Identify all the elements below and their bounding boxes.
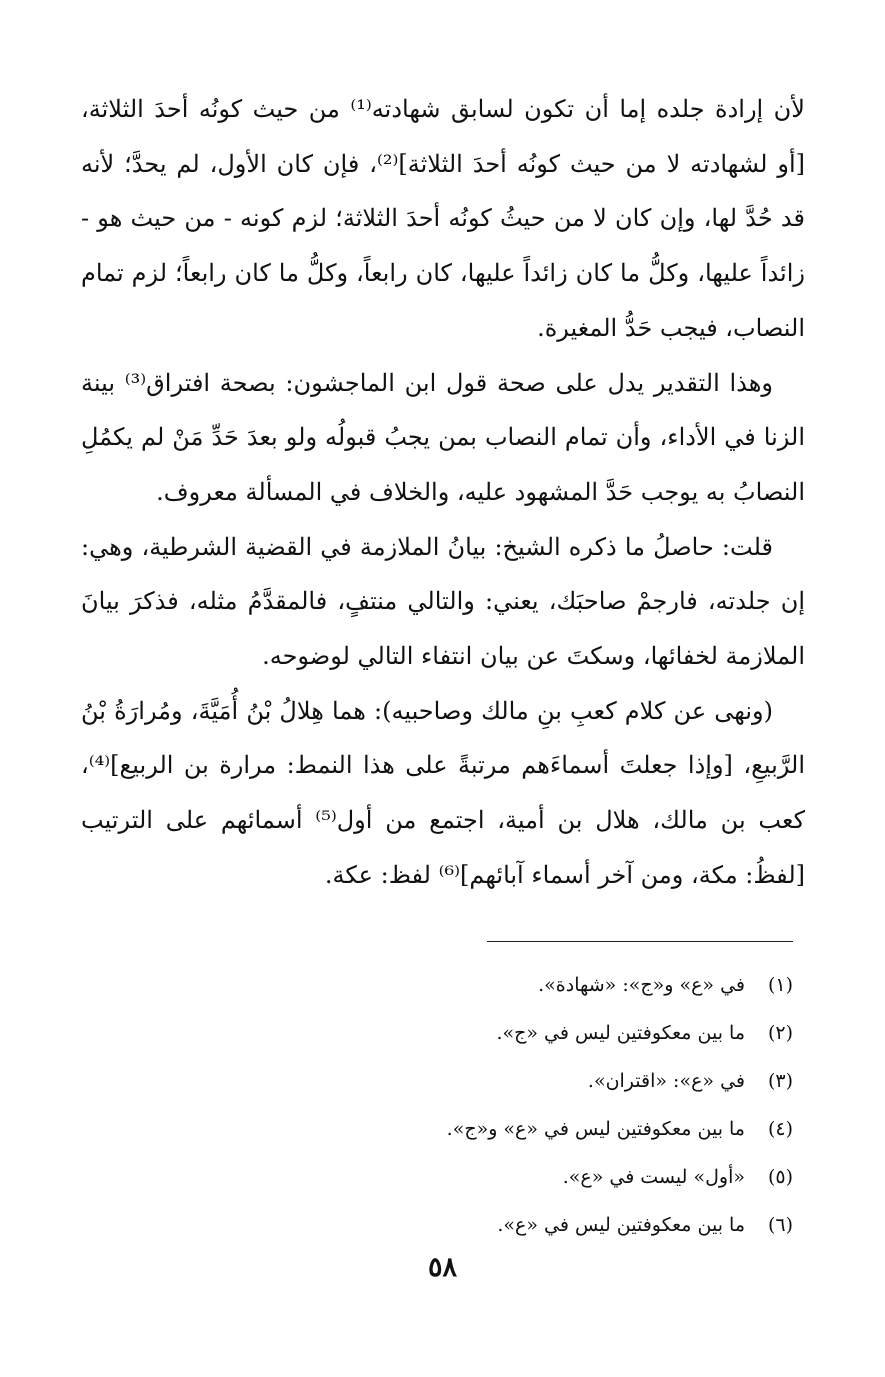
- footnote-item: [193, 1009, 793, 1057]
- footnotes-list: [193, 961, 793, 1249]
- footnote-number: (٦): [767, 1214, 793, 1236]
- paragraph-3: قلت: حاصلُ ما ذكره الشيخ: بيانُ الملازمة في القضية الشرطية، وهي: إن جلدته، فارجمْ صاحبَك، يعني: والتالي منتفٍ، فالمقدَّمُ مثله، فذكرَ بيانَ الملازمة لخفائها، وسكتَ عن بيان انتفاء التالي لوضوحه.: [81, 532, 805, 671]
- footnote-number: (٢): [767, 1022, 793, 1044]
- paragraph-4: (ونهى عن كلام كعبِ بنِ مالك وصاحبيه): هما هِلالُ بْنُ أُمَيَّةَ، ومُرارَةُ بْنُ الرَّبيعِ، [وإذا جعلتَ أسماءَهم مرتبةً على هذا النمط: مرارة بن الربيع]⁽⁴⁾، كعب بن مالك، هلال بن أمية، اجتمع من أول⁽⁵⁾ أسمائهم على الترتيب [لفظُ: مكة، ومن آخر أسماء آبائهم]⁽⁶⁾ لفظ: عكة.: [81, 696, 805, 889]
- footnote-number: (٤): [767, 1118, 793, 1140]
- footnote-text: في «ع» و«ج»: «شهادة».: [538, 974, 745, 996]
- footnote-item: [193, 1201, 793, 1249]
- paragraph-1: لأن إرادة جلده إما أن تكون لسابق شهادته⁽¹⁾ من حيث كونُه أحدَ الثلاثة، [أو لشهادته لا من حيث كونُه أحدَ الثلاثة]⁽²⁾، فإن كان الأول، لم يحدَّ؛ لأنه قد حُدَّ لها، وإن كان لا من حيثُ كونُه أحدَ الثلاثة؛ لزم كونه - من حيث هو - زائداً عليها، وكلُّ ما كان زائداً عليها، كان رابعاً، وكلُّ ما كان رابعاً؛ لزم تمام النصاب، فيجب حَدُّ المغيرة.: [81, 95, 806, 342]
- footnote-item: [193, 1153, 793, 1201]
- footnote-number: (٥): [767, 1166, 793, 1188]
- footnote-text: ما بين معكوفتين ليس في «ع» و«ج».: [446, 1118, 745, 1140]
- footnote-item: [193, 961, 793, 1009]
- footnote-separator: [487, 941, 793, 942]
- footnote-text: في «ع»: «اقتران».: [587, 1070, 745, 1092]
- paragraph-2: وهذا التقدير يدل على صحة قول ابن الماجشون: بصحة افتراق⁽³⁾ بينة الزنا في الأداء، وأن تمام النصاب بمن يجبُ قبولُه ولو بعدَ حَدِّ مَنْ لم يكمُلِ النصابُ به يوجب حَدَّ المشهود عليه، والخلاف في المسألة معروف.: [81, 368, 805, 506]
- footnote-text: ما بين معكوفتين ليس في «ج».: [496, 1022, 745, 1044]
- footnote-text: «أول» ليست في «ع».: [562, 1166, 745, 1188]
- footnote-number: (٣): [767, 1070, 793, 1092]
- page-number: ٥٨: [427, 1252, 457, 1283]
- footnote-text: ما بين معكوفتين ليس في «ع».: [497, 1214, 745, 1236]
- footnote-number: (١): [767, 974, 793, 996]
- footnote-item: [193, 1105, 793, 1153]
- main-text: [81, 82, 805, 903]
- footnote-item: [193, 1057, 793, 1105]
